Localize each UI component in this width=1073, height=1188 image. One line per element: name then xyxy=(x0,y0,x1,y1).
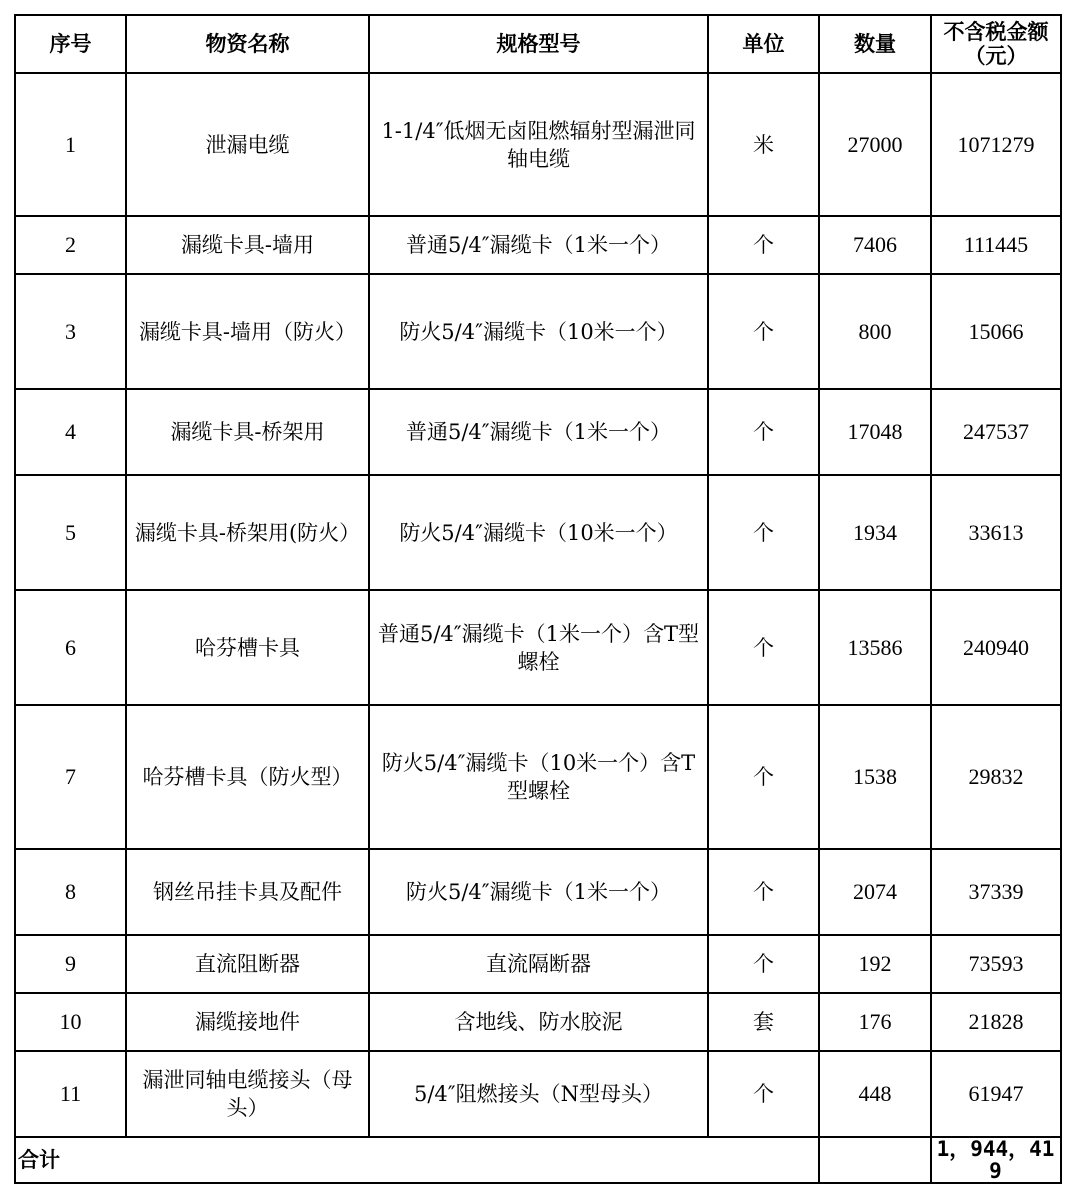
row-unit: 米 xyxy=(708,73,819,216)
total-label: 合计 xyxy=(15,1137,819,1183)
table-row xyxy=(15,993,1061,1051)
table-row xyxy=(15,274,1061,389)
header-seq: 序号 xyxy=(15,15,126,73)
row-seq: 6 xyxy=(15,590,126,705)
table-row xyxy=(15,590,1061,705)
row-seq: 11 xyxy=(15,1051,126,1137)
table-row xyxy=(15,389,1061,475)
row-amount: 240940 xyxy=(931,590,1061,705)
row-seq: 1 xyxy=(15,73,126,216)
row-spec: 直流隔断器 xyxy=(369,935,708,993)
row-amount: 1071279 xyxy=(931,73,1061,216)
total-row xyxy=(15,1137,1061,1183)
table-row xyxy=(15,475,1061,590)
row-amount: 33613 xyxy=(931,475,1061,590)
row-seq: 7 xyxy=(15,705,126,849)
header-name: 物资名称 xyxy=(126,15,369,73)
header-row xyxy=(15,15,1061,73)
row-spec: 1-1/4″低烟无卤阻燃辐射型漏泄同轴电缆 xyxy=(369,73,708,216)
row-spec: 5/4″阻燃接头（N型母头） xyxy=(369,1051,708,1137)
row-name: 泄漏电缆 xyxy=(126,73,369,216)
row-amount: 29832 xyxy=(931,705,1061,849)
row-name: 漏缆接地件 xyxy=(126,993,369,1051)
header-amount: 不含税金额（元） xyxy=(931,15,1061,73)
row-amount: 73593 xyxy=(931,935,1061,993)
row-name: 直流阻断器 xyxy=(126,935,369,993)
row-qty: 2074 xyxy=(819,849,931,935)
row-name: 哈芬槽卡具（防火型） xyxy=(126,705,369,849)
row-amount: 111445 xyxy=(931,216,1061,274)
row-amount: 37339 xyxy=(931,849,1061,935)
total-amount: 1，944，419 xyxy=(931,1137,1061,1183)
table-row xyxy=(15,705,1061,849)
row-name: 漏缆卡具-墙用（防火） xyxy=(126,274,369,389)
row-seq: 10 xyxy=(15,993,126,1051)
row-seq: 8 xyxy=(15,849,126,935)
row-unit: 个 xyxy=(708,849,819,935)
row-unit: 套 xyxy=(708,993,819,1051)
row-seq: 5 xyxy=(15,475,126,590)
header-qty: 数量 xyxy=(819,15,931,73)
row-seq: 4 xyxy=(15,389,126,475)
header-unit: 单位 xyxy=(708,15,819,73)
row-amount: 247537 xyxy=(931,389,1061,475)
row-qty: 176 xyxy=(819,993,931,1051)
table-row xyxy=(15,216,1061,274)
row-seq: 2 xyxy=(15,216,126,274)
row-name: 漏缆卡具-桥架用(防火） xyxy=(126,475,369,590)
row-unit: 个 xyxy=(708,389,819,475)
table-row xyxy=(15,935,1061,993)
row-name: 漏泄同轴电缆接头（母头） xyxy=(126,1051,369,1137)
row-name: 漏缆卡具-墙用 xyxy=(126,216,369,274)
row-name: 漏缆卡具-桥架用 xyxy=(126,389,369,475)
row-spec: 防火5/4″漏缆卡（10米一个） xyxy=(369,274,708,389)
row-unit: 个 xyxy=(708,705,819,849)
row-qty: 27000 xyxy=(819,73,931,216)
materials-table xyxy=(14,14,1062,1184)
row-amount: 21828 xyxy=(931,993,1061,1051)
row-spec: 防火5/4″漏缆卡（10米一个）含T型螺栓 xyxy=(369,705,708,849)
row-seq: 9 xyxy=(15,935,126,993)
row-spec: 普通5/4″漏缆卡（1米一个） xyxy=(369,389,708,475)
header-spec: 规格型号 xyxy=(369,15,708,73)
row-qty: 7406 xyxy=(819,216,931,274)
table-row xyxy=(15,1051,1061,1137)
row-qty: 1934 xyxy=(819,475,931,590)
row-unit: 个 xyxy=(708,274,819,389)
table-row xyxy=(15,73,1061,216)
row-spec: 普通5/4″漏缆卡（1米一个）含T型螺栓 xyxy=(369,590,708,705)
row-unit: 个 xyxy=(708,590,819,705)
row-seq: 3 xyxy=(15,274,126,389)
row-qty: 17048 xyxy=(819,389,931,475)
row-qty: 800 xyxy=(819,274,931,389)
row-qty: 448 xyxy=(819,1051,931,1137)
row-amount: 15066 xyxy=(931,274,1061,389)
row-spec: 防火5/4″漏缆卡（10米一个） xyxy=(369,475,708,590)
row-unit: 个 xyxy=(708,935,819,993)
row-qty: 13586 xyxy=(819,590,931,705)
row-name: 哈芬槽卡具 xyxy=(126,590,369,705)
table-row xyxy=(15,849,1061,935)
row-spec: 含地线、防水胶泥 xyxy=(369,993,708,1051)
row-unit: 个 xyxy=(708,475,819,590)
row-spec: 普通5/4″漏缆卡（1米一个） xyxy=(369,216,708,274)
row-spec: 防火5/4″漏缆卡（1米一个） xyxy=(369,849,708,935)
row-name: 钢丝吊挂卡具及配件 xyxy=(126,849,369,935)
row-qty: 192 xyxy=(819,935,931,993)
row-unit: 个 xyxy=(708,216,819,274)
row-unit: 个 xyxy=(708,1051,819,1137)
row-qty: 1538 xyxy=(819,705,931,849)
row-amount: 61947 xyxy=(931,1051,1061,1137)
total-empty-cell xyxy=(819,1137,931,1183)
